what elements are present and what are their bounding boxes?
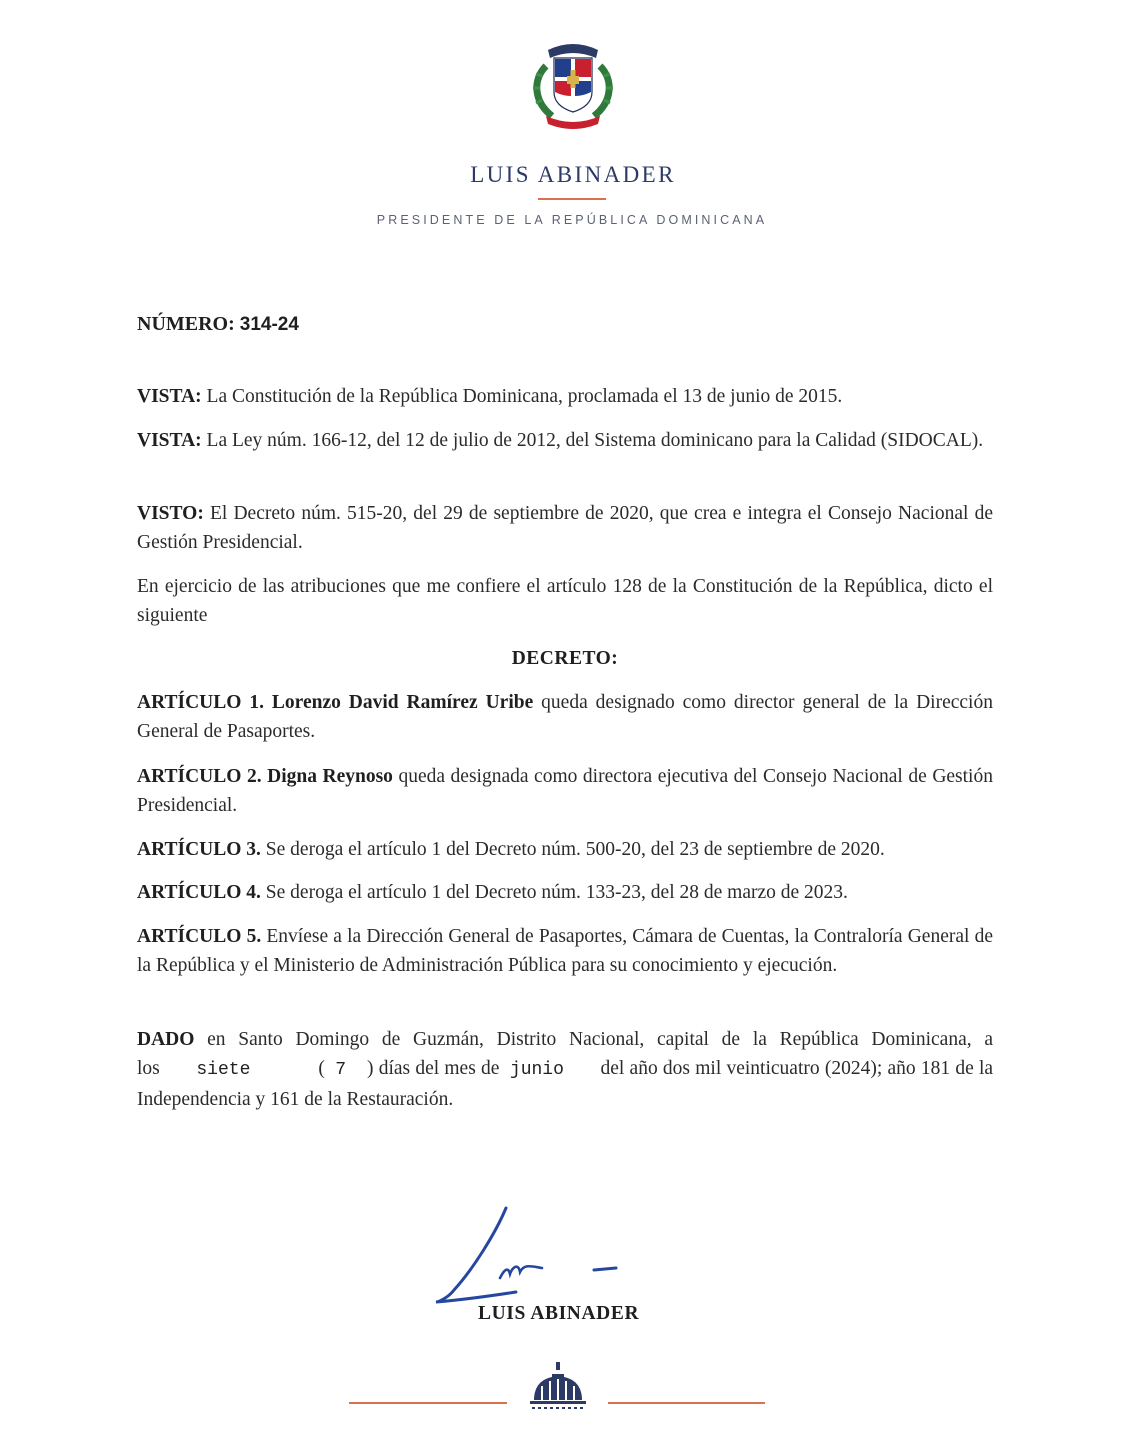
dado-paren-open: ( [318, 1058, 325, 1079]
articulo-5 [137, 922, 993, 980]
articulo-designee: Digna Reynoso [261, 766, 393, 787]
vista-label: VISTA: [137, 430, 202, 451]
dado-text-2: ) días del mes de [366, 1058, 500, 1079]
articulo-label: ARTÍCULO 1. [137, 692, 264, 713]
decree-number [137, 313, 299, 336]
visto-text: El Decreto núm. 515-20, del 29 de septiembre de 2020, que crea e integra el Consejo Nacional de Gestión Presidencial. [137, 503, 993, 553]
palace-dome-icon [528, 1360, 588, 1412]
vista-text: La Constitución de la República Dominicana, proclamada el 13 de junio de 2015. [201, 386, 843, 407]
vista-text: La Ley núm. 166-12, del 12 de julio de 2012, del Sistema dominicano para la Calidad (SIDOCAL). [201, 430, 984, 451]
coat-of-arms-icon [526, 36, 620, 130]
dado-text-3: del año dos mil veinticuatro (2024); año 181 de la Independencia y 161 de la Restauración. [137, 1058, 994, 1110]
vista-paragraph-2 [137, 426, 993, 455]
articulo-1 [137, 688, 993, 746]
dado-paragraph [137, 1025, 993, 1114]
ejercicio-paragraph: En ejercicio de las atribuciones que me confiere el artículo 128 de la Constitución de la República, dicto el siguiente [137, 576, 993, 626]
articulo-text: Se deroga el artículo 1 del Decreto núm. 133-23, del 28 de marzo de 2023. [260, 882, 848, 903]
dado-day-number: 7 [335, 1060, 347, 1080]
articulo-4 [137, 878, 993, 907]
president-name: LUIS ABINADER [470, 162, 676, 187]
name-underline [538, 198, 606, 200]
articulo-designee: Lorenzo David Ramírez Uribe [263, 692, 534, 713]
dado-label: DADO [137, 1029, 195, 1050]
vista-paragraph-1 [137, 382, 993, 411]
articulo-label: ARTÍCULO 2. [137, 766, 262, 787]
articulo-text: queda designado como director general de la Dirección General de Pasaportes. [137, 692, 993, 742]
dado-text-1: en Santo Domingo de Guzmán, Distrito Nacional, capital de la República Dominicana, a los [137, 1029, 993, 1079]
handwritten-signature-icon [430, 1198, 630, 1310]
visto-label: VISTO: [137, 503, 204, 524]
articulo-label: ARTÍCULO 4. [137, 882, 261, 903]
footer-rule-right [608, 1402, 765, 1404]
articulo-3 [137, 835, 993, 864]
signer-name: LUIS ABINADER [478, 1303, 640, 1324]
articulo-text: Envíese a la Dirección General de Pasaportes, Cámara de Cuentas, la Contraloría General de la República y el Ministerio de Administración Pública para su conocimiento y ejecución. [137, 926, 994, 976]
visto-paragraph [137, 499, 993, 557]
dado-day-word: siete [196, 1060, 251, 1080]
articulo-label: ARTÍCULO 3. [137, 839, 261, 860]
articulo-text: queda designada como directora ejecutiva del Consejo Nacional de Gestión Presidencial. [137, 766, 993, 816]
articulo-2 [137, 762, 993, 820]
decreto-heading: DECRETO: [511, 648, 619, 669]
articulo-text: Se deroga el artículo 1 del Decreto núm. 500-20, del 23 de septiembre de 2020. [260, 839, 885, 860]
dado-month: junio [509, 1060, 564, 1080]
decree-number-value: 314-24 [239, 314, 299, 335]
footer-rule-left [349, 1402, 507, 1404]
decree-number-label: NÚMERO: [137, 313, 235, 335]
president-title: PRESIDENTE DE LA REPÚBLICA DOMINICANA [376, 213, 768, 227]
articulo-label: ARTÍCULO 5. [137, 926, 262, 947]
vista-label: VISTA: [137, 386, 202, 407]
